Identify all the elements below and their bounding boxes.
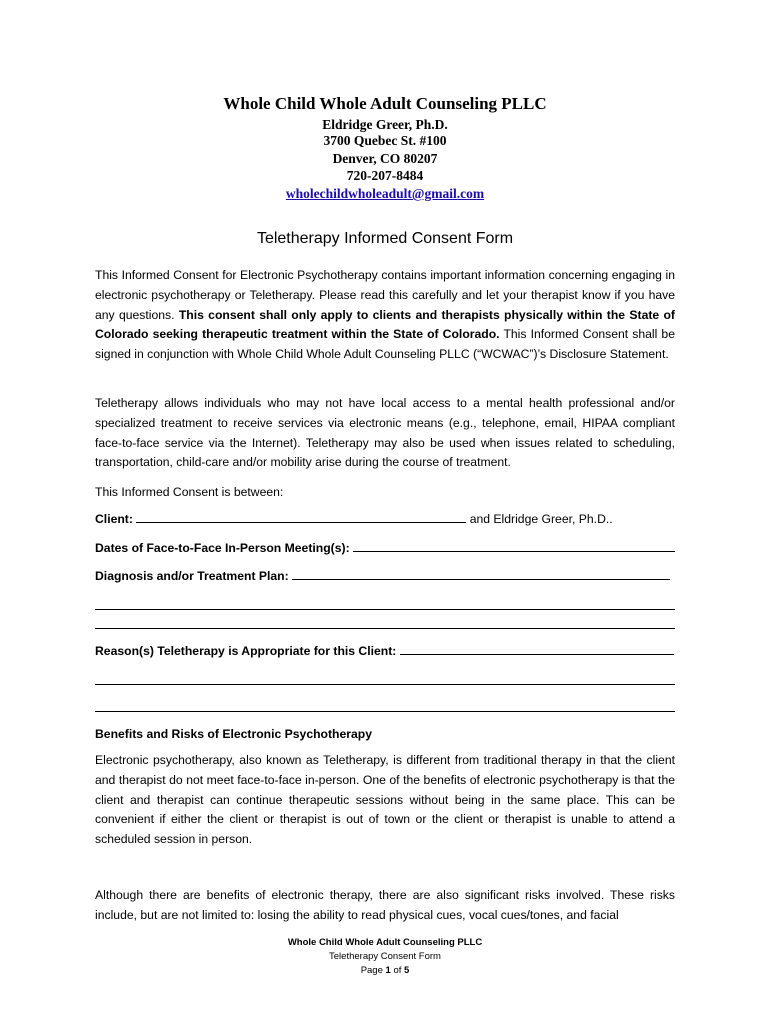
footer-page-prefix: Page (360, 965, 386, 976)
client-label: Client: (95, 512, 133, 526)
intro-text: This Informed Consent for Electronic Psychotherapy contains important information concerning engaging in electronic psychotherapy or Teletherapy. Please read this carefully and let your therapist know if you have any questions. (95, 268, 675, 322)
reason-label: Reason(s) Teletherapy is Appropriate for this Client: (95, 644, 397, 658)
footer-page-total: 5 (404, 965, 410, 976)
dates-label: Dates of Face-to-Face In-Person Meeting(s): (95, 541, 350, 555)
footer-page-of: of (390, 965, 405, 976)
footer (0, 936, 770, 978)
client-input-line[interactable] (136, 511, 466, 523)
footer-page (0, 964, 770, 978)
footer-org: Whole Child Whole Adult Counseling PLLC (287, 937, 483, 948)
reason-line-3[interactable] (95, 711, 675, 712)
benefits-paragraph: Electronic psychotherapy, also known as Teletherapy, is different from traditional therapy in that the client and therapist do not meet face-to-face in-person. One of the benefits of electronic psychotherapy is that the client and therapist can continue therapeutic sessions without being in the same place. This can be convenient if either the client or therapist is out of town or the client or therapist is unable to attend a scheduled session in person. (95, 753, 675, 847)
dates-field-row (95, 540, 675, 555)
footer-form: Teletherapy Consent Form (329, 951, 441, 962)
teletherapy-paragraph: Teletherapy allows individuals who may not have local access to a mental health professional and/or specialized treatment to receive services via electronic means (e.g., telephone, email, HIPAA compliant face-to-face service via the Internet). Teletherapy may also be used when issues related to scheduling, transportation, child-care and/or mobility arise during the course of treatment. (95, 396, 675, 470)
phone-number: 720-207-8484 (346, 168, 424, 183)
intro-bold-text: This consent shall only apply to clients and therapists physically within the State of Colorado seeking therapeutic treatment within the State of Colorado. (95, 307, 675, 342)
footer-page-number: 1 (385, 965, 391, 976)
diagnosis-input-line[interactable] (292, 568, 670, 580)
dates-input-line[interactable] (353, 540, 675, 552)
diagnosis-field-row (95, 568, 675, 583)
client-suffix: and Eldridge Greer, Ph.D.. (466, 512, 613, 526)
intro-text-end: This Informed Consent shall be signed in conjunction with Whole Child Whole Adult Counseling PLLC (“WCWAC”)’s Disclosure Statement. (95, 327, 675, 362)
consent-between-text: This Informed Consent is between: (95, 485, 284, 499)
city-address: Denver, CO 80207 (332, 151, 438, 166)
client-field-row (95, 511, 675, 526)
therapist-name: Eldridge Greer, Ph.D. (322, 117, 448, 132)
street-address: 3700 Quebec St. #100 (323, 133, 447, 148)
risks-paragraph: Although there are benefits of electronic therapy, there are also significant risks involved. These risks include, but are not limited to: losing the ability to read physical cues, vocal cues/tones, and facial (95, 888, 675, 922)
reason-field-row (95, 643, 675, 658)
intro-paragraph (95, 266, 675, 365)
org-name: Whole Child Whole Adult Counseling PLLC (223, 94, 547, 113)
email-link[interactable]: wholechildwholeadult@gmail.com (285, 186, 485, 201)
diagnosis-label: Diagnosis and/or Treatment Plan: (95, 569, 289, 583)
form-title: Teletherapy Informed Consent Form (256, 230, 514, 247)
benefits-heading: Benefits and Risks of Electronic Psychotherapy (95, 727, 373, 741)
diagnosis-line-3[interactable] (95, 628, 675, 629)
reason-input-line[interactable] (400, 643, 674, 655)
diagnosis-line-2[interactable] (95, 609, 675, 610)
reason-line-2[interactable] (95, 684, 675, 685)
